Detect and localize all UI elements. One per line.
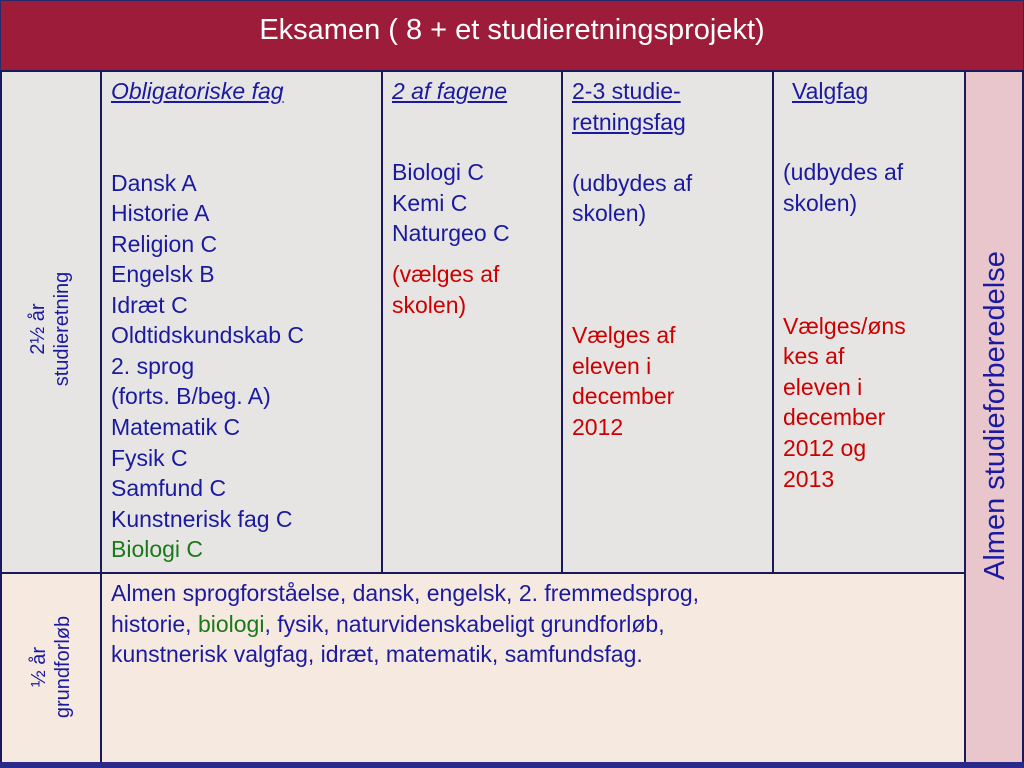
subject-item: Biologi C [392, 159, 485, 185]
grundforloeb-label [27, 592, 75, 742]
offer-note: skolen) [783, 190, 858, 216]
choice-note: 2012 og [783, 435, 867, 461]
subject-item: Kemi C [392, 190, 468, 216]
grundforloeb-line-2-end: , fysik, naturvidenskabeligt grundforløb, [264, 610, 665, 637]
grid-line [0, 572, 965, 574]
header-bar [0, 0, 1024, 71]
choice-note: december [572, 383, 675, 409]
subject-item: (forts. B/beg. A) [111, 383, 271, 409]
grid-line [772, 70, 774, 573]
grid-line [381, 70, 383, 573]
almen-studieforberedelse-label: Almen studieforberedelse [979, 251, 1011, 580]
subject-item: Historie A [111, 200, 210, 226]
grundforloeb-line-3: kunstnerisk valgfag, idræt, matematik, samfundsfag. [111, 641, 643, 667]
column-heading-2-af-fagene: 2 af fagene [392, 78, 508, 104]
biologi-highlight: biologi [197, 610, 265, 637]
studieretning-duration: 2½ år [27, 303, 49, 355]
column-heading-obligatoriske: Obligatoriske fag [111, 78, 284, 104]
grundforloeb-text: grundforløb [52, 615, 74, 719]
choice-note: Vælges af [572, 322, 676, 348]
choice-note: eleven i [783, 374, 863, 400]
bottom-border [0, 762, 1024, 768]
grid-line [0, 70, 2, 762]
grundforloeb-description [111, 578, 951, 670]
grundforloeb-line-2-start: historie, [111, 610, 198, 637]
grid-line [561, 70, 563, 573]
subject-item: Dansk A [111, 170, 197, 196]
column-heading-studieretningsfag: retningsfag [572, 109, 686, 135]
grundforloeb-line-1: Almen sprogforståelse, dansk, engelsk, 2. fremmedsprog, [111, 580, 700, 606]
subject-item: Fysik C [111, 445, 188, 471]
choice-note: Vælges/øns [783, 313, 906, 339]
subject-item: Naturgeo C [392, 220, 510, 246]
offer-note: (udbydes af [572, 170, 693, 196]
grundforloeb-duration: ½ år [28, 646, 50, 688]
choice-note: skolen) [392, 292, 467, 318]
subject-item: Matematik C [111, 414, 241, 440]
subject-item: Kunstnerisk fag C [111, 506, 293, 532]
page-title: Eksamen ( 8 + et studieretningsprojekt) [259, 14, 765, 46]
column-heading-studieretningsfag: 2-3 studie- [572, 78, 681, 104]
offer-note: skolen) [572, 200, 647, 226]
subject-item: 2. sprog [111, 353, 195, 379]
grid-line [0, 70, 1024, 72]
offer-note: (udbydes af [783, 159, 904, 185]
choice-note: kes af [783, 343, 845, 369]
subject-item: Religion C [111, 231, 218, 257]
choice-note: december [783, 404, 886, 430]
choice-note: eleven i [572, 353, 652, 379]
studieretning-label [26, 224, 74, 434]
grid-line [100, 70, 102, 762]
column-heading-valgfag: Valgfag [792, 78, 869, 104]
subject-item: Engelsk B [111, 261, 215, 287]
subject-item: Samfund C [111, 475, 227, 501]
grundforloeb-line-2 [111, 609, 951, 640]
studieretning-text: studieretning [51, 271, 73, 387]
subject-item: Idræt C [111, 292, 188, 318]
choice-note: (vælges af [392, 261, 500, 287]
subject-item: Oldtidskundskab C [111, 322, 305, 348]
subject-item-highlight: Biologi C [111, 536, 204, 562]
grid-line [964, 70, 966, 762]
choice-note: 2012 [572, 414, 624, 440]
choice-note: 2013 [783, 466, 835, 492]
